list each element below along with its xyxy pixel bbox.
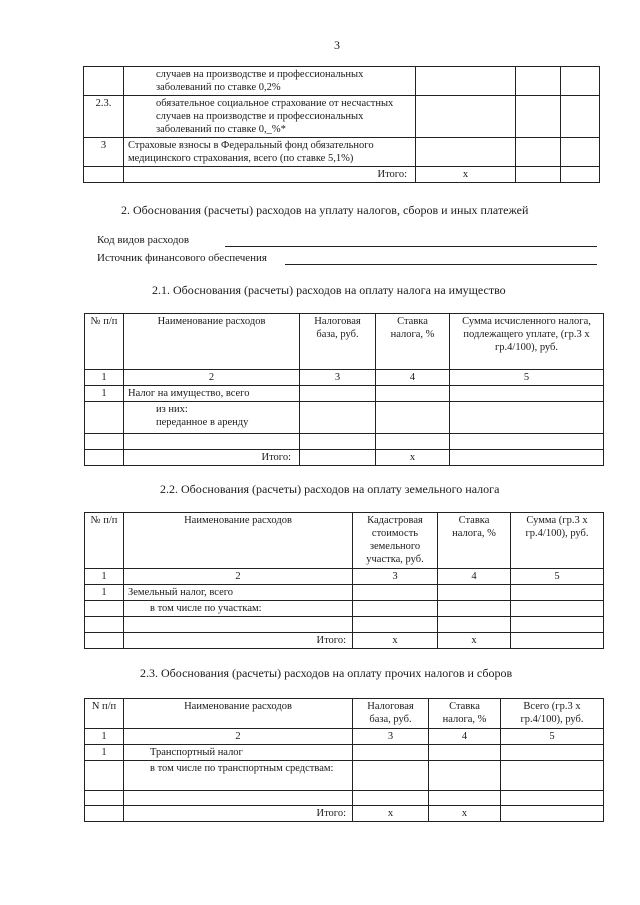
column-number: 1 [85,729,124,745]
table-row [84,96,600,138]
table-row [84,138,600,167]
header-cell: Наименование расходов [124,314,300,370]
header-cell: № п/п [85,513,124,569]
total-label: Итого: [124,167,416,183]
total-row [85,633,604,649]
total-mark: x [429,806,501,822]
header-cell: Ставка налога, % [429,699,501,729]
header-cell: Сумма исчисленного налога, подлежащего уплате, (гр.3 x гр.4/100), руб. [450,314,604,370]
table-row [85,585,604,601]
column-number: 2 [124,569,353,585]
row-number: 1 [85,585,124,601]
total-label: Итого: [124,806,353,822]
header-cell: Ставка налога, % [376,314,450,370]
funding-source-label: Источник финансового обеспечения [97,252,267,264]
row-name: в том числе по участкам: [124,601,353,617]
section-2-2-title: 2.2. Обоснования (расчеты) расходов на оплату земельного налога [160,482,500,496]
tax-base-cell[interactable] [300,386,376,402]
row-name: случаев на производстве и профессиональных заболеваний по ставке 0,2% [124,67,416,96]
header-cell: Ставка налога, % [438,513,511,569]
tax-rate-cell[interactable] [438,585,511,601]
row-name: обязательное социальное страхование от несчастных случаев на производстве и профессиональных заболеваний по ставке 0,_%* [124,96,416,138]
total-sum-cell[interactable] [501,806,604,822]
table-row [85,791,604,806]
total-row [85,806,604,822]
row-name: Страховые взносы в Федеральный фонд обязательного медицинского страхования, всего (по ставке 5,1%) [124,138,416,167]
header-cell: Сумма (гр.3 x гр.4/100), руб. [511,513,604,569]
header-row [85,699,604,729]
total-mark: x [353,633,438,649]
column-number: 4 [376,370,450,386]
sub-label: переданное в аренду [156,417,249,428]
tax-rate-cell[interactable] [429,745,501,761]
header-cell: Налоговая база, руб. [353,699,429,729]
column-number: 5 [511,569,604,585]
column-number: 3 [300,370,376,386]
row-number: 1 [85,745,124,761]
sub-label: из них: [156,404,188,415]
column-number: 1 [85,370,124,386]
column-numbers-row [85,569,604,585]
tax-base-cell[interactable] [300,402,376,434]
tax-base-cell[interactable] [353,745,429,761]
row-name: Транспортный налог [124,745,353,761]
header-cell: N п/п [85,699,124,729]
expense-code-field[interactable] [225,246,597,247]
row-number: 3 [84,138,124,167]
funding-source-field[interactable] [285,264,597,265]
row-number [84,67,124,96]
column-number: 3 [353,569,438,585]
header-row [85,513,604,569]
column-number: 3 [353,729,429,745]
row-name: Налог на имущество, всего [124,386,300,402]
tax-rate-cell[interactable] [376,386,450,402]
column-number: 4 [429,729,501,745]
header-cell: Налоговая база, руб. [300,314,376,370]
insurance-table [83,66,600,183]
other-taxes-table [84,698,604,822]
total-sum-cell[interactable] [450,450,604,466]
header-cell: Наименование расходов [124,513,353,569]
header-cell: Наименование расходов [124,699,353,729]
tax-sum-cell[interactable] [450,402,604,434]
column-number: 2 [124,370,300,386]
column-numbers-row [85,370,604,386]
row-number: 1 [85,386,124,402]
total-sum-cell[interactable] [511,633,604,649]
tax-sum-cell[interactable] [450,386,604,402]
table-row [85,761,604,791]
section-2-3-title: 2.3. Обоснования (расчеты) расходов на оплату прочих налогов и сборов [140,666,513,680]
table-row [85,386,604,402]
header-cell: Всего (гр.3 x гр.4/100), руб. [501,699,604,729]
column-number: 5 [450,370,604,386]
row-name: в том числе по транспортным средствам: [124,761,353,791]
tax-rate-cell[interactable] [376,402,450,434]
page-number: 3 [334,38,340,52]
column-numbers-row [85,729,604,745]
cadastral-value-cell[interactable] [353,585,438,601]
table-row [85,617,604,633]
tax-sum-cell[interactable] [511,585,604,601]
header-row [85,314,604,370]
column-number: 4 [438,569,511,585]
total-mark: x [416,167,516,183]
total-mark: x [353,806,429,822]
section-2-1-title: 2.1. Обоснования (расчеты) расходов на оплату налога на имущество [152,283,506,297]
property-tax-table [84,313,604,466]
table-row [85,601,604,617]
column-number: 5 [501,729,604,745]
expense-code-label: Код видов расходов [97,234,190,246]
total-row [85,450,604,466]
total-label: Итого: [124,633,353,649]
table-row [85,402,604,434]
table-row [85,434,604,450]
column-number: 2 [124,729,353,745]
column-number: 1 [85,569,124,585]
row-name [124,402,300,434]
row-name: Земельный налог, всего [124,585,353,601]
header-cell: Кадастровая стоимость земельного участка, руб. [353,513,438,569]
row-number: 2.3. [84,96,124,138]
table-row [85,745,604,761]
land-tax-table [84,512,604,649]
table-row [84,67,600,96]
total-label: Итого: [124,450,300,466]
total-mark: x [376,450,450,466]
section-2-title: 2. Обоснования (расчеты) расходов на уплату налогов, сборов и иных платежей [121,203,529,217]
total-row [84,167,600,183]
total-mark: x [438,633,511,649]
tax-sum-cell[interactable] [501,745,604,761]
header-cell: № п/п [85,314,124,370]
